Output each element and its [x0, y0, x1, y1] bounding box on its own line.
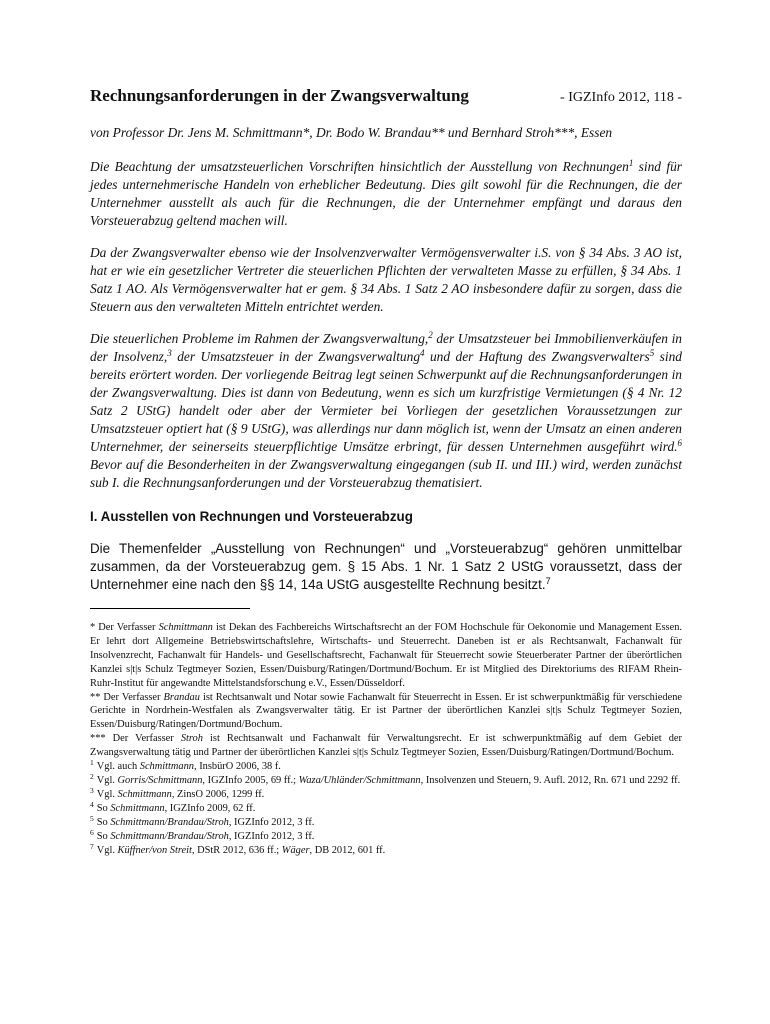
text-run: Die Beachtung der umsatzsteuerlichen Vorschriften hinsichtlich der Ausstellung von Rechnungen: [90, 159, 629, 174]
footnote-author-1: [90, 621, 682, 691]
footnote-number: 4: [90, 799, 94, 809]
author-name: Stroh: [180, 733, 203, 745]
intro-paragraph-1: [90, 158, 682, 230]
footnote-number: 2: [90, 771, 94, 781]
footnote-author-3: [90, 732, 682, 760]
cited-author: Schmittmann: [110, 802, 165, 814]
text-run: Vgl.: [96, 774, 118, 786]
text-run: , Insolvenzen und Steuern, 9. Aufl. 2012, Rn. 671 und 2292 ff.: [420, 774, 681, 786]
introduction: [90, 158, 682, 492]
footnote-1: [90, 760, 682, 774]
footnote-ref[interactable]: 2: [428, 330, 433, 340]
footnote-number: 6: [90, 827, 94, 837]
footnote-ref[interactable]: 1: [628, 158, 634, 168]
text-run: , ZinsO 2006, 1299 ff.: [171, 788, 265, 800]
cited-author: Gorris/Schmittmann: [117, 774, 203, 786]
intro-paragraph-2: Da der Zwangsverwalter ebenso wie der Insolvenzverwalter Vermögensverwalter i.S. von § 34 Abs. 3 AO ist, hat er wie ein gesetzlicher Vertreter die steuerlichen Pflichten der verwalteten Masse zu erfüllen, § 34 Abs. 1 Satz 1 AO. Als Vermögensverwalter hat er gem. § 34 Abs. 1 Satz 2 AO insbesondere dafür zu sorgen, dass die Steuern aus den verwalteten Mitteln entrichtet werden.: [90, 245, 682, 314]
text-run: und der Haftung des Zwangsverwalters: [424, 349, 650, 364]
text-run: , DStR 2012, 636 ff.;: [191, 844, 282, 856]
author-line: von Professor Dr. Jens M. Schmittmann*, Dr. Bodo W. Brandau** und Bernhard Stroh***, Essen: [90, 125, 613, 140]
text-run: , InsbürO 2006, 38 f.: [194, 761, 281, 773]
footnote-ref[interactable]: 6: [677, 438, 682, 448]
journal-reference: - IGZInfo 2012, 118 -: [560, 90, 682, 105]
text-run: Vgl. auch: [96, 761, 140, 773]
text-run: sind für jedes unternehmerische Handeln von erheblicher Bedeutung. Dies gilt sowohl für die Rechnungen, die der Unternehmer ausstellt als auch für die Rechnungen, die der Unternehmer empfängt und daraus den Vorsteuerabzug geltend machen will.: [90, 159, 682, 228]
author-name: Brandau: [163, 691, 200, 703]
text-run: ** Der Verfasser: [90, 691, 164, 703]
footnote-number: 3: [90, 785, 94, 795]
footnote-7: [90, 841, 682, 858]
footnote-2: [90, 771, 682, 788]
text-run: der Umsatzsteuer in der Zwangsverwaltung: [171, 349, 421, 364]
footnote-number: 7: [90, 841, 94, 851]
text-run: So: [96, 816, 111, 828]
footnote-ref[interactable]: 4: [420, 348, 425, 358]
cited-author: Schmittmann: [117, 788, 172, 800]
text-run: der Umsatzsteuer bei Immobilienverkäufen in der Insolvenz,: [90, 331, 682, 364]
text-run: , DB 2012, 601 ff.: [309, 844, 386, 856]
footnote-4: [90, 799, 682, 816]
text-run: ist Dekan des Fachbereichs Wirtschaftsrecht an der FOM Hochschule für Oekonomie und Management Essen. Er lehrt dort Allgemeine Betriebswirtschaftslehre, Wirtschafts- und Steuerrecht. Daneben ist er als Rechtsanwalt, Fachanwalt für Insolvenzrecht, Fachanwalt für Handels- und Gesellschaftsrecht, Fachanwalt für Steuerrecht sowie Steuerberater Partner der überörtlichen Kanzlei s|t|s Schulz Tegtmeyer Sozien, Essen/Duisburg/Ratingen/Dortmund/Bochum. Er ist Mitglied des Direktoriums des RIFAM Rhein-Ruhr-Institut für angewandte Mittelstandsforschung e.V., Essen/Düsseldorf.: [90, 622, 682, 689]
text-run: So: [96, 830, 111, 842]
text-run: Bevor auf die Besonderheiten in der Zwangsverwaltung eingegangen (sub II. und III.) wird, werden zunächst sub I. die Rechnungsanforderungen und der Vorsteuerabzug thematisiert.: [90, 457, 682, 490]
cited-author: Schmittmann: [139, 761, 195, 773]
footnote-number: 1: [90, 758, 94, 768]
text-run: , IGZInfo 2009, 62 ff.: [164, 802, 256, 814]
text-run: Vgl.: [96, 788, 118, 800]
footnote-ref[interactable]: 3: [167, 348, 172, 358]
document-page: [90, 86, 682, 857]
text-run: ist Rechtsanwalt und Notar sowie Fachanwalt für Steuerrecht in Essen. Er ist schwerpunktmäßig für verschiedene Gerichte in Nordrhein-Westfalen als Zwangsverwalter tätig. Er ist Partner der überörtlichen Kanzlei s|t|s Schulz Tegtmeyer Sozien, Essen/Duisburg/Ratingen/Dortmund/Bochum.: [90, 691, 682, 731]
section-heading: I. Ausstellen von Rechnungen und Vorsteuerabzug: [90, 509, 413, 524]
cited-author: Waza/Uhländer/Schmittmann: [298, 774, 421, 786]
footnote-ref[interactable]: 7: [545, 576, 551, 586]
text-run: ist Rechtsanwalt und Fachanwalt für Verwaltungsrecht. Er ist schwerpunktmäßig auf dem Gebiet der Zwangsverwaltung tätig und Partner der überörtlichen Kanzlei s|t|s Schulz Tegtmeyer Sozien, Essen/Duisburg/Ratingen/Dortmund/Bochum.: [90, 733, 683, 759]
text-run: Die steuerlichen Probleme im Rahmen der Zwangsverwaltung,: [90, 331, 429, 346]
text-run: * Der Verfasser: [90, 622, 159, 633]
article-title: Rechnungsanforderungen in der Zwangsverwaltung: [90, 86, 469, 105]
footnotes: [90, 621, 682, 857]
text-run: Vgl.: [96, 844, 118, 856]
cited-author: Schmittmann/Brandau/Stroh: [110, 816, 229, 828]
text-run: Die Themenfelder „Ausstellung von Rechnungen“ und „Vorsteuerabzug“ gehören unmittelbar zusammen, da der Vorsteuerabzug gem. § 15 Abs. 1 Nr. 1 Satz 2 UStG voraussetzt, dass der Unternehmer eine nach den §§ 14, 14a UStG ausgestellte Rechnung besitzt.: [90, 541, 682, 592]
footnote-separator: [90, 608, 250, 609]
article-header: [90, 86, 682, 106]
section-1-paragraph: [90, 540, 682, 594]
text-run: , IGZInfo 2012, 3 ff.: [228, 830, 315, 842]
intro-paragraph-3: [90, 330, 682, 492]
footnote-author-2: [90, 691, 682, 733]
text-run: *** Der Verfasser: [90, 733, 181, 745]
text-run: , IGZInfo 2005, 69 ff.;: [202, 774, 299, 786]
cited-author: Wäger: [281, 844, 310, 856]
footnote-number: 5: [90, 813, 94, 823]
cited-author: Schmittmann/Brandau/Stroh: [110, 830, 229, 842]
text-run: So: [96, 802, 111, 814]
cited-author: Küffner/von Streit: [117, 844, 192, 856]
footnote-ref[interactable]: 5: [649, 348, 655, 358]
text-run: , IGZInfo 2012, 3 ff.: [228, 816, 315, 828]
footnote-5: [90, 813, 682, 830]
footnote-3: [90, 785, 682, 802]
author-name: Schmittmann: [158, 622, 213, 633]
footnote-6: [90, 827, 682, 844]
text-run: sind bereits erörtert worden. Der vorliegende Beitrag legt seinen Schwerpunkt auf die Rechnungsanforderungen in der Zwangsverwaltung. Dies ist dann von Bedeutung, wenn es sich um kurzfristige Vermietungen (§ 4 Nr. 12 Satz 2 UStG) handelt oder aber der Vermieter bei Vorliegen der gesetzlichen Voraussetzungen zur Umsatzsteuer optiert hat (§ 9 UStG), was allerdings nur dann möglich ist, wenn der Umsatz an einen anderen Unternehmer, der seinerseits steuerpflichtige Umsätze erbringt, für dessen Unternehmen ausgeführt wird.: [90, 349, 683, 454]
